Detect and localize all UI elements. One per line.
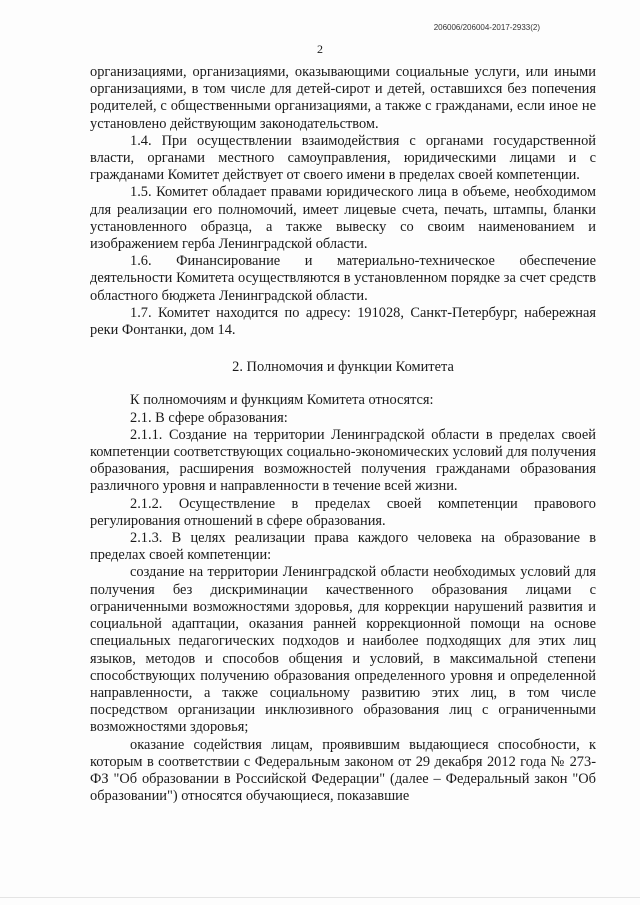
section-heading: 2. Полномочия и функции Комитета xyxy=(232,359,454,376)
paragraph-1-4: 1.4. При осуществлении взаимодействия с органами государственной власти, органами местного самоуправления, юридическими лицами и с гражданами Комитет действует от своего имени в пределах своей компетенции. xyxy=(90,132,596,184)
paragraph-1-5: 1.5. Комитет обладает правами юридического лица в объеме, необходимом для реализации его полномочий, имеет лицевые счета, печать, штампы, бланки установленного образца, а также вывеску со своим наименованием и изображением герба Ленинградской области. xyxy=(90,184,596,253)
paragraph-2-1-2: 2.1.2. Осуществление в пределах своей компетенции правового регулирования отношений в сфере образования. xyxy=(90,495,596,529)
scan-edge xyxy=(0,897,640,898)
paragraph-2-1-3: 2.1.3. В целях реализации права каждого человека на образование в пределах своей компетенции: xyxy=(90,530,596,564)
paragraph-continuation: организациями, организациями, оказывающими социальные услуги, или иными организациями, в том числе для детей-сирот и детей, оставшихся без попечения родителей, с общественными организациями, а также с гражданами, если иное не установлено действующим законодательством. xyxy=(90,64,596,132)
paragraph-2-1: 2.1. В сфере образования: xyxy=(130,409,288,426)
page-number: 2 xyxy=(317,42,323,56)
paragraph-gifted-support: оказание содействия лицам, проявившим выдающиеся способности, к которым в соответствии с Федеральным законом от 29 декабря 2012 года № 273-ФЗ "Об образовании в Российской Федерации" (далее – Федеральный закон "Об образовании") относятся обучающиеся, показавшие xyxy=(90,736,596,805)
document-id: 206006/206004-2017-2933(2) xyxy=(433,23,540,32)
paragraph-2-1-1: 2.1.1. Создание на территории Ленинградской области в пределах своей компетенции соответствующих социально-экономических условий для получения образования, расширения возможностей получения гражданами образования различного уровня и направленности в течение всей жизни. xyxy=(90,426,596,495)
section-intro: К полномочиям и функциям Комитета относятся: xyxy=(130,392,434,409)
paragraph-1-7: 1.7. Комитет находится по адресу: 191028, Санкт-Петербург, набережная реки Фонтанки, дом 14. xyxy=(90,304,596,339)
paragraph-inclusive-education: создание на территории Ленинградской области необходимых условий для получения без дискриминации качественного образования лицами с ограниченными возможностями здоровья, для коррекции нарушений развития и социальной адаптации, оказания ранней коррекционной помощи на основе специальных педагогических подходов и наиболее подходящих для этих лиц языков, методов и способов общения и условий, в максимальной степени способствующих получению образования определенного уровня и определенной направленности, а также социальному развитию этих лиц, в том числе посредством организации инклюзивного образования лиц с ограниченными возможностями здоровья; xyxy=(90,564,596,736)
document-body xyxy=(90,64,596,805)
paragraph-1-6: 1.6. Финансирование и материально-техническое обеспечение деятельности Комитета осуществляются в установленном порядке за счет средств областного бюджета Ленинградской области. xyxy=(90,253,596,304)
